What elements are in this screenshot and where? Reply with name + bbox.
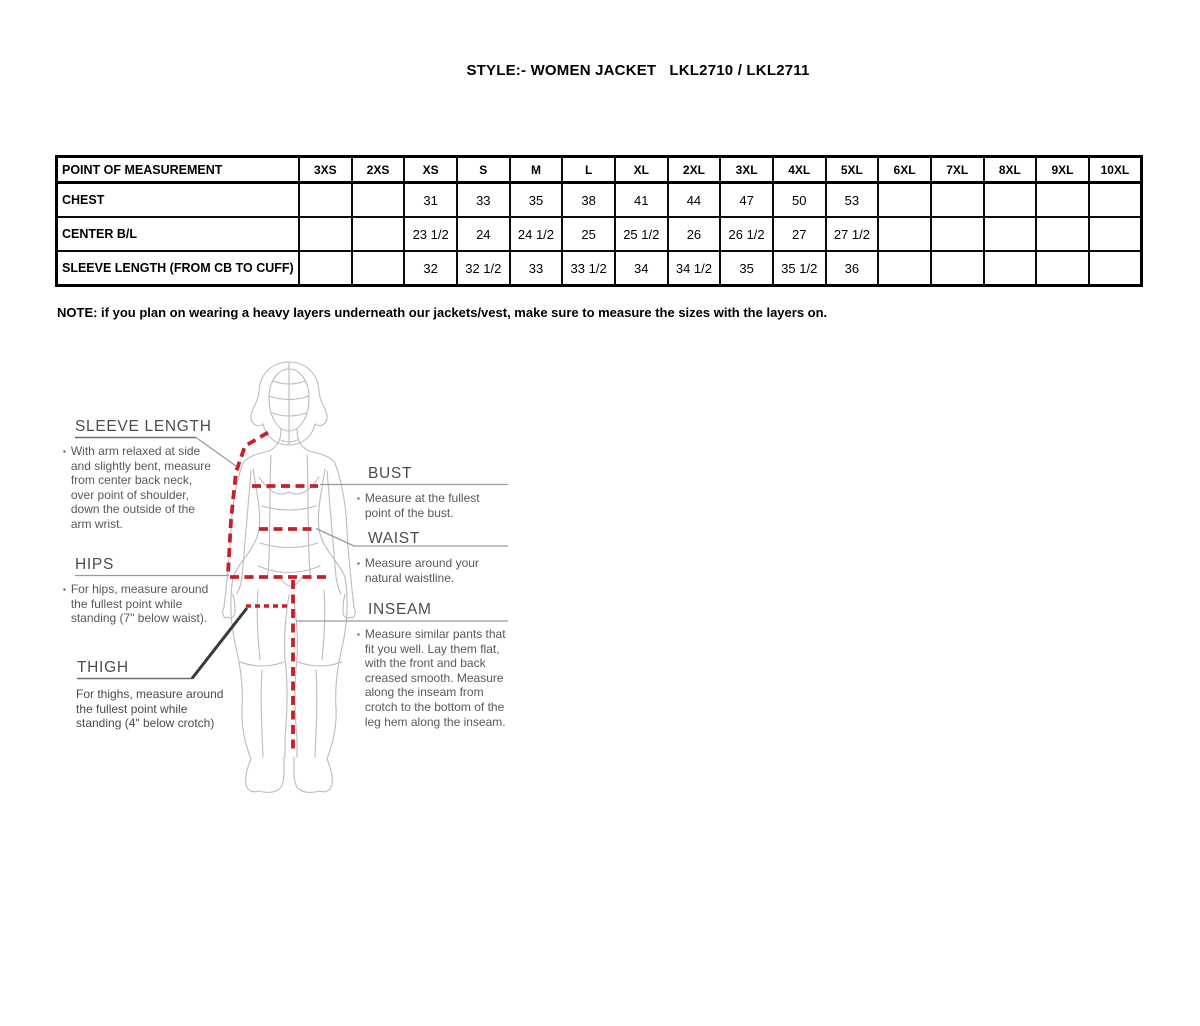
bullet-square-icon: ▪ — [357, 630, 360, 639]
measurement-cell — [299, 251, 352, 286]
measurement-cell: 23 1/2 — [404, 217, 457, 251]
measurement-cell: 32 1/2 — [457, 251, 510, 286]
size-table-container — [55, 155, 1143, 287]
measurement-cell: 26 — [668, 217, 721, 251]
row-label: CHEST — [57, 183, 300, 218]
measurement-cell — [984, 251, 1037, 286]
measurement-cell: 34 1/2 — [668, 251, 721, 286]
sleeve-length-description: ▪ With arm relaxed at side and slightly bent, measure from center back neck, over point of shoulder, down the outside of the arm wrist. — [63, 444, 211, 531]
measurement-cell — [299, 183, 352, 218]
hips-heading: HIPS — [75, 556, 114, 573]
measurement-cell: 32 — [404, 251, 457, 286]
col-header-size: M — [510, 157, 563, 183]
bust-description: ▪ Measure at the fullest point of the bust. — [357, 491, 480, 520]
measurement-cell: 38 — [562, 183, 615, 218]
col-header-size: 2XL — [668, 157, 721, 183]
measurement-cell: 50 — [773, 183, 826, 218]
size-table-body — [57, 183, 1142, 286]
col-header-size: 4XL — [773, 157, 826, 183]
measurement-cell: 35 — [720, 251, 773, 286]
measurement-lines — [228, 433, 331, 750]
measurement-cell: 41 — [615, 183, 668, 218]
measurement-cell — [352, 183, 405, 218]
size-table — [55, 155, 1143, 287]
col-header-size: 10XL — [1089, 157, 1142, 183]
measurement-cell: 33 — [457, 183, 510, 218]
sleeve-length-heading: SLEEVE LENGTH — [75, 418, 212, 435]
thigh-heading: THIGH — [77, 659, 129, 676]
col-header-size: 7XL — [931, 157, 984, 183]
row-label: CENTER B/L — [57, 217, 300, 251]
measurement-cell: 27 1/2 — [826, 217, 879, 251]
measurement-cell — [878, 183, 931, 218]
bullet-square-icon: ▪ — [357, 494, 360, 503]
measurement-cell — [878, 217, 931, 251]
measurement-cell: 44 — [668, 183, 721, 218]
measurement-cell: 33 — [510, 251, 563, 286]
measurement-cell: 24 1/2 — [510, 217, 563, 251]
measurement-cell: 35 1/2 — [773, 251, 826, 286]
measurement-cell — [1089, 251, 1142, 286]
table-row — [57, 251, 1142, 286]
measurement-cell: 26 1/2 — [720, 217, 773, 251]
measurement-cell — [984, 217, 1037, 251]
col-header-size: 3XS — [299, 157, 352, 183]
bullet-square-icon: ▪ — [63, 447, 66, 456]
bullet-square-icon: ▪ — [357, 559, 360, 568]
measurement-cell: 25 — [562, 217, 615, 251]
col-header-size: 6XL — [878, 157, 931, 183]
measurement-cell — [299, 217, 352, 251]
thigh-description: For thighs, measure around the fullest point while standing (4" below crotch) — [76, 687, 224, 731]
measurement-cell — [1089, 183, 1142, 218]
measurement-cell — [878, 251, 931, 286]
col-header-size: 8XL — [984, 157, 1037, 183]
measurement-cell — [931, 217, 984, 251]
col-header-size: 5XL — [826, 157, 879, 183]
inseam-heading: INSEAM — [368, 601, 432, 618]
waist-description: ▪ Measure around your natural waistline. — [357, 556, 479, 585]
table-row — [57, 183, 1142, 218]
measurement-cell: 35 — [510, 183, 563, 218]
col-header-size: 9XL — [1036, 157, 1089, 183]
measurement-cell: 36 — [826, 251, 879, 286]
measurement-cell — [931, 251, 984, 286]
header-row — [57, 157, 1142, 183]
inseam-description: ▪ Measure similar pants that fit you well. Lay them flat, with the front and back creased smooth. Measure along the inseam from crotch to the bottom of the leg hem along the inseam. — [357, 627, 506, 729]
measurement-cell: 34 — [615, 251, 668, 286]
col-header-size: L — [562, 157, 615, 183]
measurement-cell: 53 — [826, 183, 879, 218]
bust-heading: BUST — [368, 465, 413, 482]
measurement-cell — [984, 183, 1037, 218]
size-table-head — [57, 157, 1142, 183]
measurement-cell — [1036, 251, 1089, 286]
table-row — [57, 217, 1142, 251]
col-header-size: S — [457, 157, 510, 183]
measurement-cell — [352, 217, 405, 251]
waist-heading: WAIST — [368, 530, 421, 547]
col-header-measurement: POINT OF MEASUREMENT — [57, 157, 300, 183]
bullet-square-icon: ▪ — [63, 585, 66, 594]
page-title: STYLE:- WOMEN JACKET LKL2710 / LKL2711 — [466, 62, 810, 79]
measurement-cell: 31 — [404, 183, 457, 218]
measurement-cell — [1036, 183, 1089, 218]
col-header-size: 3XL — [720, 157, 773, 183]
col-header-size: 2XS — [352, 157, 405, 183]
measurement-cell: 24 — [457, 217, 510, 251]
col-header-size: XL — [615, 157, 668, 183]
note-text: NOTE: if you plan on wearing a heavy layers underneath our jackets/vest, make sure to measure the sizes with the layers on. — [57, 305, 828, 320]
measurement-cell: 27 — [773, 217, 826, 251]
hips-description: ▪ For hips, measure around the fullest point while standing (7" below waist). — [63, 582, 209, 626]
measurement-cell — [352, 251, 405, 286]
measurement-cell: 47 — [720, 183, 773, 218]
row-label: SLEEVE LENGTH (FROM CB TO CUFF) — [57, 251, 300, 286]
measurement-cell — [931, 183, 984, 218]
measurement-cell: 25 1/2 — [615, 217, 668, 251]
measurement-cell — [1089, 217, 1142, 251]
measurement-cell: 33 1/2 — [562, 251, 615, 286]
measurement-cell — [1036, 217, 1089, 251]
col-header-size: XS — [404, 157, 457, 183]
